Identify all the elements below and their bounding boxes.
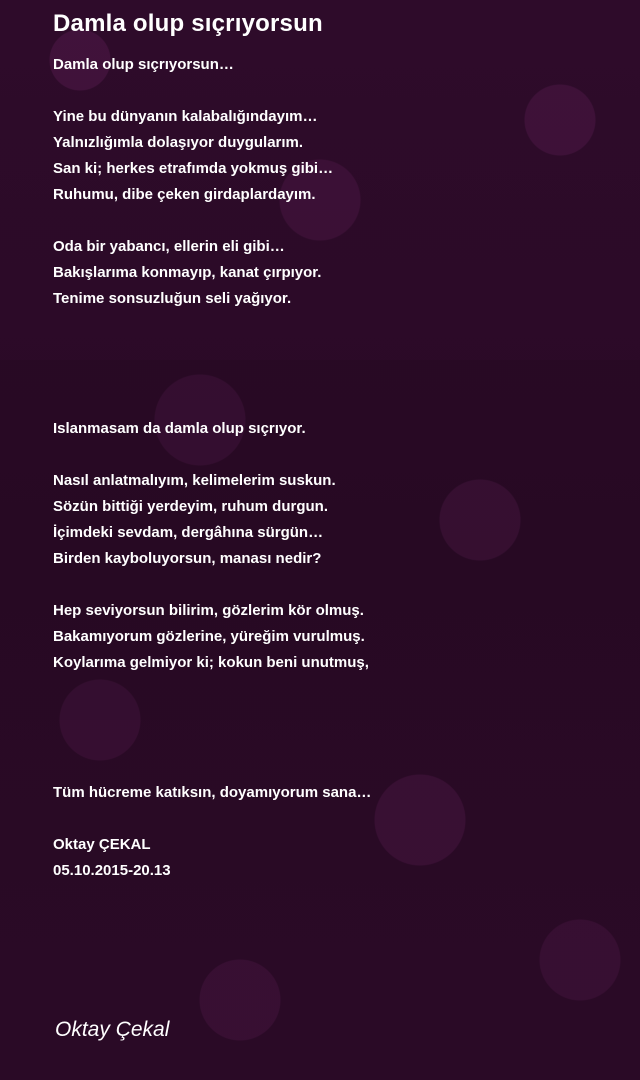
stanza-gap [53, 442, 613, 468]
poem-line: Hep seviyorsun bilirim, gözlerim kör olmuş. [53, 602, 364, 619]
poem-line: Bakışlarıma konmayıp, kanat çırpıyor. [53, 264, 322, 281]
stanza-gap [53, 78, 613, 104]
stanza-gap [53, 312, 613, 390]
poem-line: Nasıl anlatmalıyım, kelimelerim suskun. [53, 472, 336, 489]
stanza-gap [53, 390, 613, 416]
stanza-gap [53, 208, 613, 234]
poem-line: Sözün bittiği yerdeyim, ruhum durgun. [53, 498, 329, 515]
poem-line: Bakamıyorum gözlerine, yüreğim vurulmuş. [53, 628, 365, 645]
poem-line: Yine bu dünyanın kalabalığındayım… [53, 108, 318, 125]
poem-line: Koylarıma gelmiyor ki; kokun beni unutmuş, [53, 654, 369, 671]
stanza-gap [53, 754, 613, 780]
poem-title: Damla olup sıçrıyorsun [53, 10, 323, 37]
poem-line: Ruhumu, dibe çeken girdaplardayım. [53, 186, 316, 203]
poem-line: San ki; herkes etrafımda yokmuş gibi… [53, 160, 334, 177]
poem-line: Birden kayboluyorsun, manası nedir? [53, 550, 322, 567]
stanza-gap [53, 806, 613, 832]
poem-line: Oda bir yabancı, ellerin eli gibi… [53, 238, 285, 255]
poem-line: Damla olup sıçrıyorsun… [53, 56, 234, 73]
poem-line: Tenime sonsuzluğun seli yağıyor. [53, 290, 292, 307]
stanza-gap [53, 572, 613, 598]
poem-date-line: 05.10.2015-20.13 [53, 862, 171, 879]
poem-line: Tüm hücreme katıksın, doyamıyorum sana… [53, 784, 372, 801]
author-signature: Oktay Çekal [55, 1018, 170, 1041]
stanza-gap [53, 676, 613, 754]
poem-line: Yalnızlığımla dolaşıyor duygularım. [53, 134, 304, 151]
poem-line: İçimdeki sevdam, dergâhına sürgün… [53, 524, 324, 541]
poem-body [53, 52, 613, 884]
poem-author-line: Oktay ÇEKAL [53, 836, 151, 853]
poem-line: Islanmasam da damla olup sıçrıyor. [53, 420, 306, 437]
